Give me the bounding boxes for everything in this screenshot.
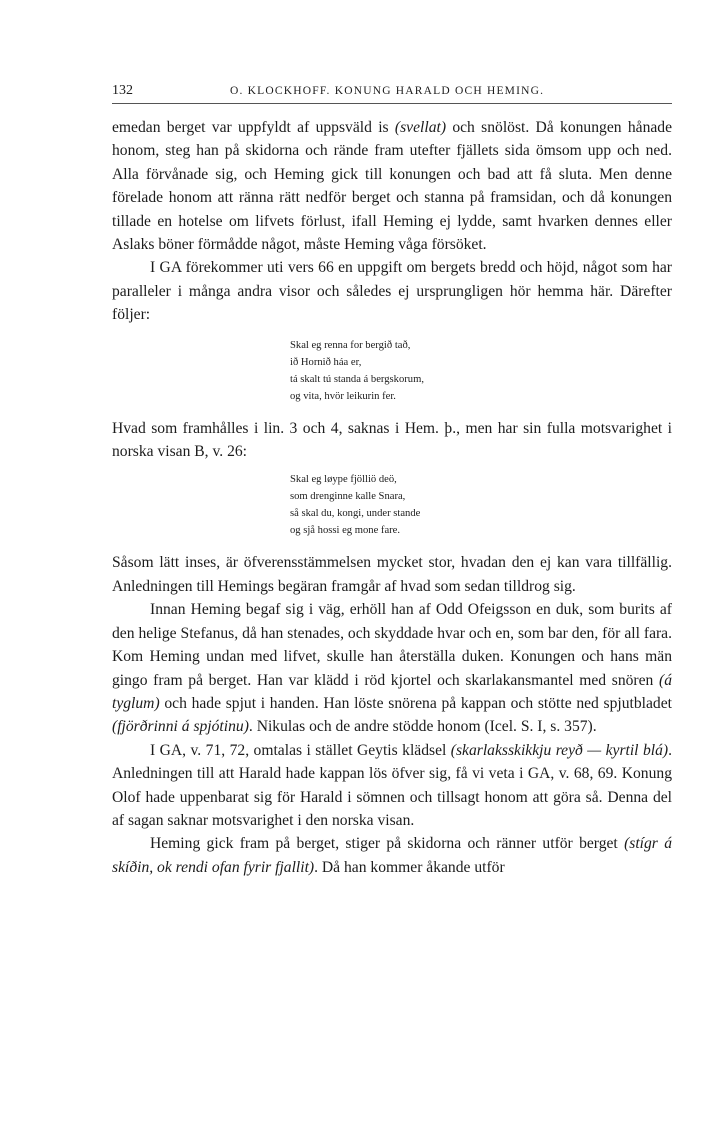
quote-svellat: (svellat) xyxy=(394,119,447,136)
quote-a-tyglum: (á tyglum) xyxy=(112,671,672,712)
quote-spjotinu: (fjörðrinni á spjótinu) xyxy=(112,718,249,736)
paragraph-2: I GA förekommer uti vers 66 en uppgift om bergets bredd och höjd, något som har paralleler i många andra visor och således ej ursprungligen hör hemma här. Därefter följer: xyxy=(112,259,672,324)
paragraph-3: Hvad som framhålles i lin. 3 och 4, saknas i Hem. þ., men har sin fulla motsvarighet i norska visan B, v. 26: xyxy=(112,419,672,461)
verse-quotation-1 xyxy=(112,327,672,417)
verse-line: så skal du, kongi, under stande xyxy=(290,508,421,520)
verse-line: ið Hornið háa er, xyxy=(290,356,362,368)
verse-line: tá skalt tú standa á bergskorum, xyxy=(290,373,424,385)
page-number: 132 xyxy=(112,83,133,98)
verse-line: Skal eg løype fjölliö deö, xyxy=(290,474,397,486)
verse-line: Skal eg renna for bergið tað, xyxy=(290,339,411,351)
paragraph-7: Heming gick fram på berget, stiger på skidorna och ränner utför berget (stígr á skíðin, ok rendi ofan fyrir fjallit). Då han kommer åkande utför xyxy=(112,835,672,876)
verse-line: og sjå hossi eg mone fare. xyxy=(290,525,401,537)
verse-quotation-2 xyxy=(112,463,672,551)
paragraph-4: Såsom lätt inses, är öfverensstämmelsen mycket stor, hvadan den ej kan vara tillfällig. Anledningen till Hemings begäran framgår af hvad som sedan tilldrog sig. xyxy=(112,554,672,595)
running-title: O. KLOCKHOFF. KONUNG HARALD OCH HEMING. xyxy=(230,85,545,97)
paragraph-1: emedan berget var uppfyldt af uppsväld is (svellat) och snölöst. Då konungen hånade honom, steg han på skidorna och rände fram utefter fjällets sida ömsom upp och ned. Alla förvånade sig, och Heming gick till konungen och bad att få sluta. Men denne förelade honom att ränna rätt nedför berget och stanna på framsidan, och då konungen tillade en hotelse om lifvets förlust, ifall Heming ej lydde, samt hvarken dennes eller Aslaks böner förmådde något, måste Heming våga försöket. xyxy=(112,119,673,254)
page-body xyxy=(112,116,672,879)
paragraph-5: Innan Heming begaf sig i väg, erhöll han af Odd Ofeigsson en duk, som burits af den helige Stefanus, då han stenades, och skyddade hvar och en, som bar den, för all fara. Kom Heming undan med lifvet, skulle han återställa duken. Konungen och hans män gingo fram på berget. Han var klädd i röd kjortel och skarlakansmantel med snören (á tyglum) och hade spjut i handen. Han löste snörena på kappan och stötte ned spjutbladet (fjörðrinni á spjótinu). Nikulas och de andre stödde honom (Icel. S. I, s. 357). xyxy=(112,601,672,736)
verse-line: og vita, hvör leikurin fer. xyxy=(290,390,396,402)
paragraph-6: I GA, v. 71, 72, omtalas i stället Geytis klädsel (skarlaksskikkju reyð — kyrtil blá). Anledningen till att Harald hade kappan lös öfver sig, få vi veta i GA, v. 68, 69. Konung Olof hade uppenbarat sig för Harald i sömnen och tillsagt honom att göra så. Denna del af sagan saknar motsvarighet i den norska visan. xyxy=(112,741,672,829)
verse-line: som drenginne kalle Snara, xyxy=(290,491,406,503)
quote-skarlaksskikkju: (skarlaksskikkju reyð — kyrtil blá) xyxy=(450,741,669,759)
quote-stigr-a-skidin: (stígr á skíðin, ok rendi ofan fyrir fjallit) xyxy=(112,835,672,876)
running-header xyxy=(112,81,672,104)
